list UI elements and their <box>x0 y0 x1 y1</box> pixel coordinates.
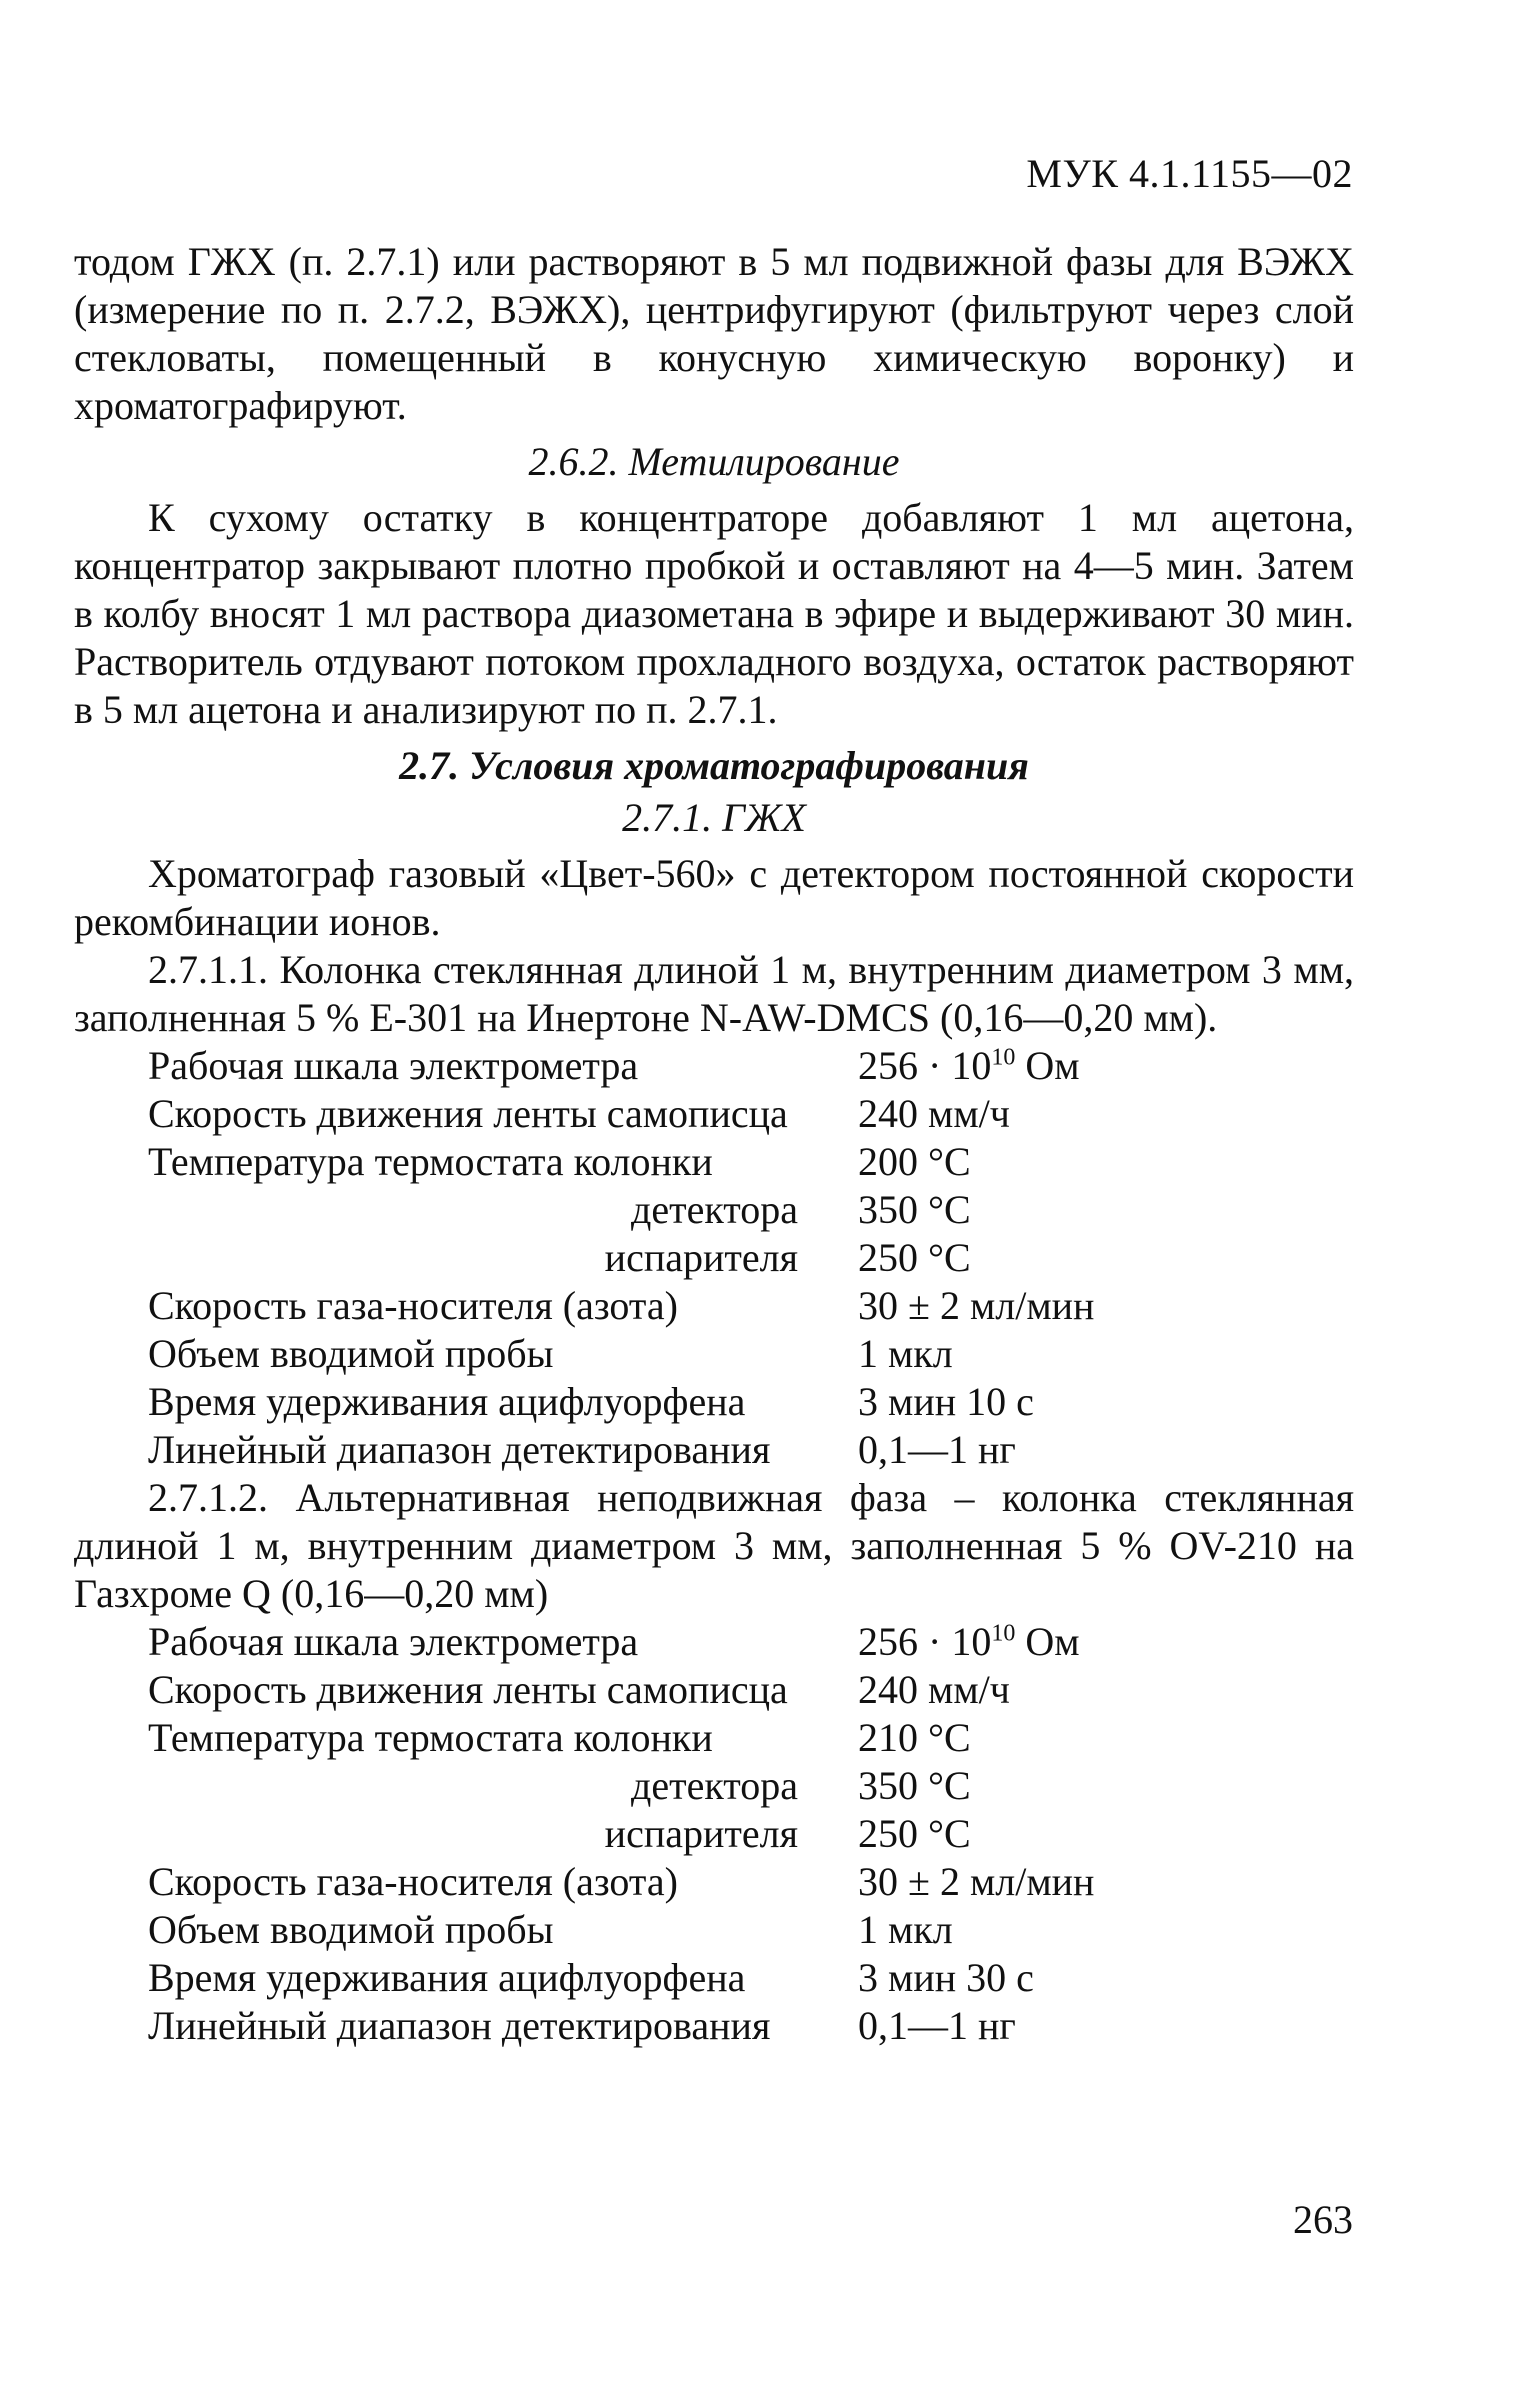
paragraph-intro: тодом ГЖХ (п. 2.7.1) или растворяют в 5 мл подвижной фазы для ВЭЖХ (измерение по п. 2.7.2, ВЭЖХ), центрифугируют (фильтруют через слой стекловаты, помещенный в конусную химическую воронку) и хроматографируют. <box>74 239 1354 428</box>
parameter-label: Линейный диапазон детектирования <box>148 1427 771 1472</box>
parameter-value: 0,1—1 нг <box>858 1427 1016 1472</box>
parameter-row <box>148 1618 1328 1666</box>
parameter-value: 30 ± 2 мл/мин <box>858 1283 1095 1328</box>
parameter-value: 240 мм/ч <box>858 1667 1010 1712</box>
value-exponent: 10 <box>991 1620 1016 1647</box>
paragraph-methylation: К сухому остатку в концентраторе добавляют 1 мл ацетона, концентратор закрывают плотно пробкой и оставляют на 4—5 мин. Затем в колбу вносят 1 мл раствора диазометана в эфире и выдерживают 30 мин. Растворитель отдувают потоком прохладного воздуха, остаток растворяют в 5 мл ацетона и анализируют по п. 2.7.1. <box>74 495 1354 732</box>
parameter-row <box>148 1906 1328 1954</box>
subsection-heading-271: 2.7.1. ГЖХ <box>622 795 806 840</box>
parameter-row <box>148 1282 1328 1330</box>
parameter-label: испарителя <box>604 1811 798 1856</box>
parameter-row <box>148 1714 1328 1762</box>
parameter-row <box>148 2002 1328 2050</box>
parameter-value: 1 мкл <box>858 1907 953 1952</box>
parameter-label: Скорость движения ленты самописца <box>148 1667 788 1712</box>
parameter-value: 240 мм/ч <box>858 1091 1010 1136</box>
paragraph-2712: 2.7.1.2. Альтернативная неподвижная фаза – колонка стеклянная длиной 1 м, внутренним диаметром 3 мм, заполненная 5 % OV-210 на Газхроме Q (0,16—0,20 мм) <box>74 1475 1354 1616</box>
parameter-label: Объем вводимой пробы <box>148 1907 554 1952</box>
paragraph-chromatograph: Хроматограф газовый «Цвет-560» с детектором постоянной скорости рекомбинации ионов. <box>74 851 1354 944</box>
parameter-row <box>148 1234 1328 1282</box>
value-unit: Ом <box>1015 1043 1080 1088</box>
parameter-label: Скорость газа-носителя (азота) <box>148 1859 678 1904</box>
parameter-value: 250 °С <box>858 1811 971 1856</box>
parameter-value: 3 мин 30 с <box>858 1955 1034 2000</box>
parameter-value: 250 °С <box>858 1235 971 1280</box>
value-base: 256 · 10 <box>858 1043 992 1088</box>
value-unit: Ом <box>1015 1619 1080 1664</box>
parameter-row <box>148 1042 1328 1090</box>
parameter-value: 350 °С <box>858 1763 971 1808</box>
parameter-row <box>148 1138 1328 1186</box>
parameter-value <box>858 1618 1080 1666</box>
parameters-table-1 <box>148 1042 1328 1474</box>
parameter-label: детектора <box>631 1763 798 1808</box>
parameter-value: 210 °С <box>858 1715 971 1760</box>
parameter-row <box>148 1858 1328 1906</box>
parameter-row <box>148 1666 1328 1714</box>
section-heading-27: 2.7. Условия хроматографирования <box>399 743 1029 788</box>
parameter-label: Рабочая шкала электрометра <box>148 1619 639 1664</box>
parameter-value: 350 °С <box>858 1187 971 1232</box>
subsection-heading-262: 2.6.2. Метилирование <box>528 439 900 484</box>
parameter-value: 0,1—1 нг <box>858 2003 1016 2048</box>
parameter-row <box>148 1090 1328 1138</box>
parameter-label: детектора <box>631 1187 798 1232</box>
parameter-row <box>148 1330 1328 1378</box>
parameter-value: 30 ± 2 мл/мин <box>858 1859 1095 1904</box>
parameter-label: испарителя <box>604 1235 798 1280</box>
document-code: МУК 4.1.1155—02 <box>1026 151 1353 196</box>
parameter-label: Температура термостата колонки <box>148 1715 713 1760</box>
paragraph-2711: 2.7.1.1. Колонка стеклянная длиной 1 м, внутренним диаметром 3 мм, заполненная 5 % E-301 на Инертоне N-AW-DMCS (0,16—0,20 мм). <box>74 947 1354 1040</box>
parameter-label: Время удерживания ацифлуорфена <box>148 1955 746 2000</box>
parameter-row <box>148 1762 1328 1810</box>
parameter-label: Время удерживания ацифлуорфена <box>148 1379 746 1424</box>
parameter-row <box>148 1186 1328 1234</box>
parameter-value: 200 °С <box>858 1139 971 1184</box>
value-base: 256 · 10 <box>858 1619 992 1664</box>
parameter-value: 1 мкл <box>858 1331 953 1376</box>
parameters-table-2 <box>148 1618 1328 2050</box>
value-exponent: 10 <box>991 1044 1016 1071</box>
parameter-value: 3 мин 10 с <box>858 1379 1034 1424</box>
document-body <box>74 238 1354 2050</box>
parameter-label: Температура термостата колонки <box>148 1139 713 1184</box>
parameter-label: Скорость газа-носителя (азота) <box>148 1283 678 1328</box>
parameter-row <box>148 1426 1328 1474</box>
parameter-label: Рабочая шкала электрометра <box>148 1043 639 1088</box>
parameter-label: Объем вводимой пробы <box>148 1331 554 1376</box>
page-number: 263 <box>1293 2197 1353 2242</box>
parameter-row <box>148 1954 1328 2002</box>
parameter-row <box>148 1810 1328 1858</box>
parameter-label: Линейный диапазон детектирования <box>148 2003 771 2048</box>
parameter-label: Скорость движения ленты самописца <box>148 1091 788 1136</box>
parameter-row <box>148 1378 1328 1426</box>
parameter-value <box>858 1042 1080 1090</box>
